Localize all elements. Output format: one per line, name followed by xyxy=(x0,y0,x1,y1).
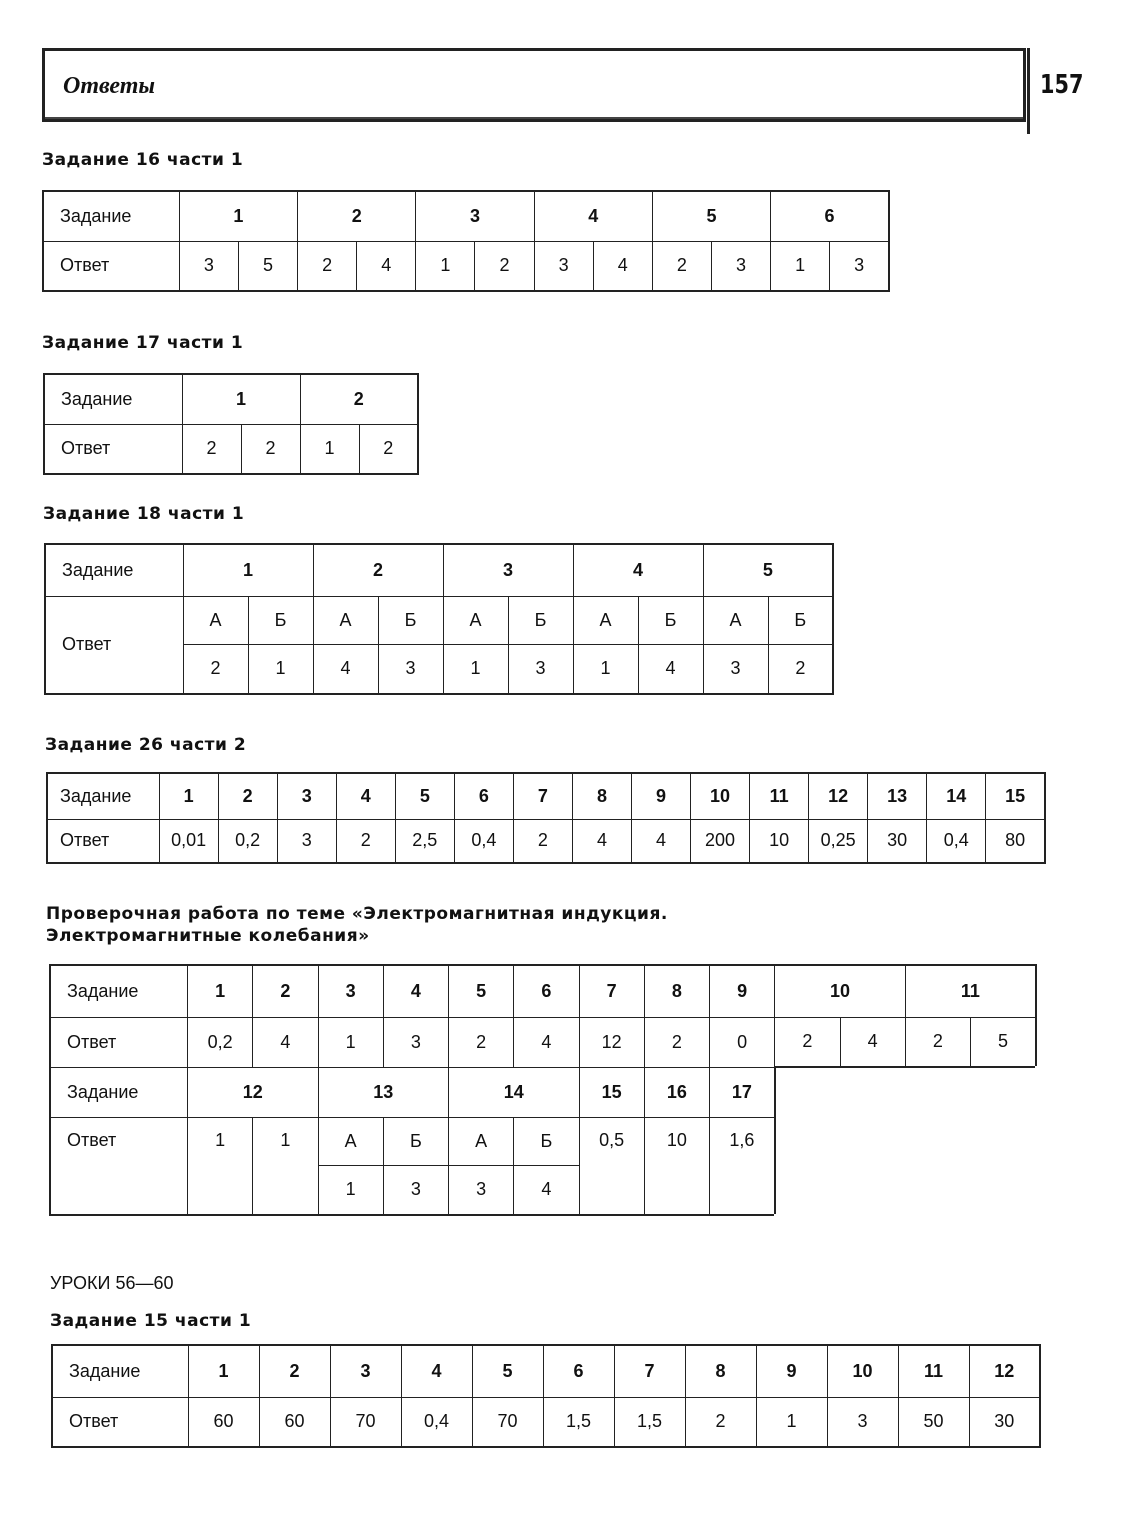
sub-label: Б xyxy=(383,1117,448,1165)
answer-cell: 0,4 xyxy=(401,1397,472,1447)
answer-cell: 1 xyxy=(253,1117,318,1215)
task-number: 8 xyxy=(572,773,631,819)
task-number: 3 xyxy=(443,544,573,596)
answer-cell: 3 xyxy=(534,241,593,291)
task-number: 7 xyxy=(513,773,572,819)
task-number: 12 xyxy=(809,773,868,819)
answer-cell: 4 xyxy=(638,644,703,694)
task-number: 17 xyxy=(710,1067,775,1117)
answer-cell: 1 xyxy=(573,644,638,694)
task-number: 13 xyxy=(868,773,927,819)
answer-cell: 2 xyxy=(336,819,395,863)
task16-table xyxy=(42,190,890,292)
row-label: Ответ xyxy=(50,1117,188,1215)
answer-cell: 2 xyxy=(513,819,572,863)
answer-cell: 2 xyxy=(475,241,534,291)
answer-cell: 1 xyxy=(771,241,830,291)
task-number: 3 xyxy=(277,773,336,819)
answer-cell: 3 xyxy=(508,644,573,694)
answer-cell: 4 xyxy=(253,1017,318,1067)
answer-cell: 80 xyxy=(986,819,1045,863)
test-table xyxy=(49,964,1037,1216)
answer-cell: 1 xyxy=(318,1165,383,1215)
answer-cell: 1 xyxy=(318,1017,383,1067)
task-number: 5 xyxy=(472,1345,543,1397)
answer-cell: 70 xyxy=(472,1397,543,1447)
answer-cell: 3 xyxy=(179,241,238,291)
task-number: 1 xyxy=(188,965,253,1017)
task-number: 4 xyxy=(336,773,395,819)
task-number: 5 xyxy=(395,773,454,819)
table-row xyxy=(50,1017,1036,1067)
test-heading-line1: Проверочная работа по теме «Электромагнитная индукция. xyxy=(46,904,668,924)
answer-cell: 2 xyxy=(359,424,418,474)
task-number: 14 xyxy=(449,1067,580,1117)
answer-cell: 10 xyxy=(644,1117,709,1215)
row-label: Задание xyxy=(50,965,188,1017)
answer-cell: 30 xyxy=(969,1397,1040,1447)
task-number: 6 xyxy=(454,773,513,819)
sub-label: Б xyxy=(378,596,443,644)
row-label: Ответ xyxy=(52,1397,188,1447)
answer-cell: 3 xyxy=(703,644,768,694)
answer-cell: 4 xyxy=(313,644,378,694)
sub-label: А xyxy=(703,596,768,644)
task-number: 11 xyxy=(905,965,1036,1017)
task-number: 9 xyxy=(631,773,690,819)
task-number: 4 xyxy=(573,544,703,596)
table-row xyxy=(44,374,418,424)
task-number: 1 xyxy=(183,544,313,596)
row-label: Ответ xyxy=(43,241,179,291)
answer-cell: 2 xyxy=(241,424,300,474)
empty-area xyxy=(775,1067,1036,1215)
task26-table xyxy=(46,772,1046,864)
task-number: 11 xyxy=(750,773,809,819)
answer-cell: 3 xyxy=(383,1017,448,1067)
lessons-label: УРОКИ 56—60 xyxy=(50,1273,174,1293)
answer-cell: 0,2 xyxy=(188,1017,253,1067)
answer-cell: 5 xyxy=(238,241,297,291)
sub-label: А xyxy=(318,1117,383,1165)
answer-cell: 2 xyxy=(183,644,248,694)
task-number: 9 xyxy=(710,965,775,1017)
sub-label: А xyxy=(183,596,248,644)
answer-cell: 0,25 xyxy=(809,819,868,863)
answer-cell: 1 xyxy=(756,1397,827,1447)
task-number: 1 xyxy=(188,1345,259,1397)
answer-cell: 2 xyxy=(298,241,357,291)
task-number: 1 xyxy=(182,374,300,424)
answer-cell: 1,5 xyxy=(543,1397,614,1447)
answer-cell: 5 xyxy=(971,1017,1036,1067)
sub-label: А xyxy=(443,596,508,644)
answer-cell: 2 xyxy=(768,644,833,694)
task-number: 11 xyxy=(898,1345,969,1397)
row-label: Задание xyxy=(47,773,159,819)
task15-table xyxy=(51,1344,1041,1448)
task-number: 14 xyxy=(927,773,986,819)
sub-label: Б xyxy=(508,596,573,644)
table-row xyxy=(50,965,1036,1017)
answer-cell: 2 xyxy=(775,1017,840,1067)
answer-cell: 2 xyxy=(905,1017,970,1067)
answer-cell: 2,5 xyxy=(395,819,454,863)
task-number: 16 xyxy=(644,1067,709,1117)
task-number: 8 xyxy=(644,965,709,1017)
task-number: 7 xyxy=(579,965,644,1017)
task-number: 10 xyxy=(827,1345,898,1397)
answer-cell: 3 xyxy=(711,241,770,291)
table-row xyxy=(50,1067,1036,1117)
task-number: 1 xyxy=(179,191,297,241)
table-row xyxy=(47,819,1045,863)
answer-cell: 3 xyxy=(449,1165,514,1215)
answer-cell: 0,4 xyxy=(927,819,986,863)
task-number: 2 xyxy=(313,544,443,596)
task-number: 2 xyxy=(253,965,318,1017)
table-row xyxy=(45,596,833,644)
sub-label: А xyxy=(449,1117,514,1165)
answer-cell: 12 xyxy=(579,1017,644,1067)
sub-label: А xyxy=(313,596,378,644)
task-number: 3 xyxy=(330,1345,401,1397)
answer-cell: 2 xyxy=(652,241,711,291)
answer-cell: 10 xyxy=(750,819,809,863)
task-number: 8 xyxy=(685,1345,756,1397)
answer-cell: 4 xyxy=(514,1017,579,1067)
task-number: 2 xyxy=(298,191,416,241)
answer-cell: 0,4 xyxy=(454,819,513,863)
task-number: 15 xyxy=(986,773,1045,819)
task17-table xyxy=(43,373,419,475)
row-label: Задание xyxy=(43,191,179,241)
table-row xyxy=(52,1345,1040,1397)
table-row xyxy=(43,191,889,241)
task-number: 6 xyxy=(514,965,579,1017)
task15-heading: Задание 15 части 1 xyxy=(50,1311,252,1331)
section-banner xyxy=(42,48,1026,122)
task-number: 5 xyxy=(703,544,833,596)
answer-cell: 1 xyxy=(443,644,508,694)
answer-cell: 3 xyxy=(378,644,443,694)
row-label: Ответ xyxy=(47,819,159,863)
task-number: 4 xyxy=(534,191,652,241)
table-row xyxy=(43,241,889,291)
answer-cell: 4 xyxy=(357,241,416,291)
answer-cell: 60 xyxy=(259,1397,330,1447)
answer-cell: 2 xyxy=(644,1017,709,1067)
table-row xyxy=(52,1397,1040,1447)
row-label: Ответ xyxy=(44,424,182,474)
margin-rule xyxy=(1027,48,1030,134)
task-number: 2 xyxy=(300,374,418,424)
task-number: 10 xyxy=(775,965,906,1017)
task-number: 3 xyxy=(416,191,534,241)
row-label: Задание xyxy=(45,544,183,596)
answer-cell: 1 xyxy=(416,241,475,291)
task-number: 10 xyxy=(691,773,750,819)
task18-heading: Задание 18 части 1 xyxy=(43,504,245,524)
page-number: 157 xyxy=(1040,70,1084,100)
answer-cell: 1,6 xyxy=(710,1117,775,1215)
section-title: Ответы xyxy=(63,73,156,99)
answer-cell: 200 xyxy=(691,819,750,863)
task-number: 6 xyxy=(771,191,889,241)
answer-cell: 4 xyxy=(593,241,652,291)
task-number: 12 xyxy=(969,1345,1040,1397)
table-row xyxy=(44,424,418,474)
task-number: 2 xyxy=(218,773,277,819)
task-number: 4 xyxy=(383,965,448,1017)
answer-cell: 4 xyxy=(631,819,690,863)
answer-cell: 2 xyxy=(685,1397,756,1447)
task16-heading: Задание 16 части 1 xyxy=(42,150,244,170)
task-number: 15 xyxy=(579,1067,644,1117)
answer-cell: 60 xyxy=(188,1397,259,1447)
answer-cell: 2 xyxy=(449,1017,514,1067)
sub-label: Б xyxy=(248,596,313,644)
answer-cell: 4 xyxy=(572,819,631,863)
task-number: 6 xyxy=(543,1345,614,1397)
task-number: 5 xyxy=(652,191,770,241)
task18-table xyxy=(44,543,834,695)
answer-cell: 1 xyxy=(300,424,359,474)
table-row xyxy=(47,773,1045,819)
task-number: 13 xyxy=(318,1067,449,1117)
answer-cell: 4 xyxy=(840,1017,905,1067)
answer-cell: 3 xyxy=(830,241,889,291)
task-number: 4 xyxy=(401,1345,472,1397)
answer-cell: 0,5 xyxy=(579,1117,644,1215)
answer-cell: 3 xyxy=(827,1397,898,1447)
sub-label: А xyxy=(573,596,638,644)
answer-cell: 0,2 xyxy=(218,819,277,863)
task-number: 2 xyxy=(259,1345,330,1397)
task-number: 9 xyxy=(756,1345,827,1397)
task-number: 12 xyxy=(188,1067,319,1117)
task26-heading: Задание 26 части 2 xyxy=(45,735,247,755)
answer-cell: 50 xyxy=(898,1397,969,1447)
sub-label: Б xyxy=(768,596,833,644)
answer-cell: 2 xyxy=(182,424,241,474)
row-label: Ответ xyxy=(50,1017,188,1067)
task-number: 1 xyxy=(159,773,218,819)
answer-cell: 1 xyxy=(188,1117,253,1215)
row-label: Ответ xyxy=(45,596,183,694)
answer-cell: 1,5 xyxy=(614,1397,685,1447)
task17-heading: Задание 17 части 1 xyxy=(42,333,244,353)
answer-cell: 0 xyxy=(710,1017,775,1067)
task-number: 7 xyxy=(614,1345,685,1397)
sub-label: Б xyxy=(514,1117,579,1165)
answer-cell: 3 xyxy=(383,1165,448,1215)
answer-cell: 4 xyxy=(514,1165,579,1215)
answer-cell: 70 xyxy=(330,1397,401,1447)
task-number: 3 xyxy=(318,965,383,1017)
row-label: Задание xyxy=(52,1345,188,1397)
answer-cell: 0,01 xyxy=(159,819,218,863)
answer-cell: 30 xyxy=(868,819,927,863)
sub-label: Б xyxy=(638,596,703,644)
row-label: Задание xyxy=(44,374,182,424)
task-number: 5 xyxy=(449,965,514,1017)
row-label: Задание xyxy=(50,1067,188,1117)
test-heading-line2: Электромагнитные колебания» xyxy=(46,926,370,946)
answer-cell: 3 xyxy=(277,819,336,863)
answer-cell: 1 xyxy=(248,644,313,694)
table-row xyxy=(45,544,833,596)
